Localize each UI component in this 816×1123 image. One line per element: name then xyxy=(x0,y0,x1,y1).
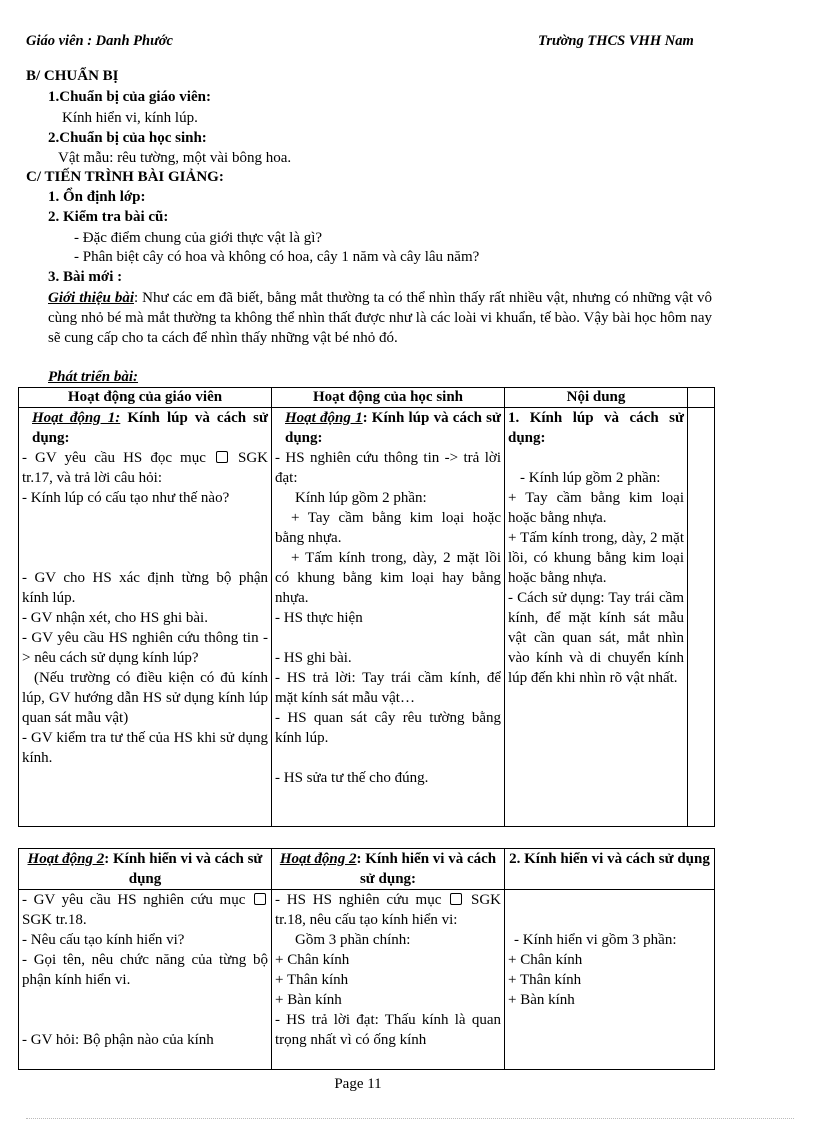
teacher-step-3: - GV cho HS xác định từng bộ phận kính lúp. xyxy=(22,570,268,606)
student-step-2: Kính lúp gồm 2 phần: xyxy=(295,490,427,506)
student2-step-5: + Bàn kính xyxy=(275,992,342,1008)
development-label: Phát triển bài: xyxy=(48,369,139,385)
content-cell xyxy=(505,408,688,827)
content-item-2: + Tay cầm bằng kim loại hoặc bằng nhựa. xyxy=(508,490,684,526)
intro-text: : Như các em đã biết, bằng mắt thường ta có thể nhìn thấy rất nhiều vật, nhưng có những vật vô cùng nhỏ bé mà mắt thường ta không thể nhìn thất được như là các loài vi khuẩn, tế bào. Vậy bài học hôm nay sẽ cung cấp cho ta cách để nhìn thấy những vật bé nhỏ đó. xyxy=(48,290,712,346)
student2-step-2: Gồm 3 phần chính: xyxy=(295,932,411,948)
teacher-prep: Kính hiển vi, kính lúp. xyxy=(62,110,198,126)
student-step-9: - HS sửa tư thế cho đúng. xyxy=(275,770,429,786)
content2-item-4: + Bàn kính xyxy=(508,992,575,1008)
page-number: Page 11 xyxy=(334,1076,382,1092)
header-school: Trường THCS VHH Nam xyxy=(538,33,694,49)
teacher2-step-3: - Gọi tên, nêu chức năng của từng bộ phận kính hiển vi. xyxy=(22,952,268,988)
student-prep-title: 2.Chuẩn bị của học sinh: xyxy=(48,130,207,146)
step-3: 3. Bài mới : xyxy=(48,269,123,285)
teacher-step-5: - GV yêu cầu HS nghiên cứu thông tin -> nêu cách sử dụng kính lúp? xyxy=(22,630,268,666)
teacher-step-4: - GV nhận xét, cho HS ghi bài. xyxy=(22,610,208,626)
book-symbol-icon xyxy=(254,893,266,905)
activity-table-1 xyxy=(18,387,715,827)
teacher-activity-2-cell xyxy=(19,890,272,1070)
teacher-step-2: - Kính lúp có cấu tạo như thế nào? xyxy=(22,490,230,506)
student2-step-1: - HS HS nghiên cứu mục SGK tr.18, nêu cấu tạo kính hiển vi: xyxy=(275,892,501,928)
student-activity-title: Hoạt động 1: Kính lúp và cách sử dụng: xyxy=(285,410,501,446)
content2-item-3: + Thân kính xyxy=(508,972,582,988)
student-activity-cell xyxy=(272,408,505,827)
teacher-activity-title: Hoạt động 1: Kính lúp và cách sử dụng: xyxy=(32,410,268,446)
teacher-step-6: (Nếu trường có điều kiện có đủ kính lúp, GV hướng dẫn HS sử dụng kính lúp quan sát mẫu vật) xyxy=(22,670,268,726)
col-header-blank xyxy=(688,388,715,408)
question-1: - Đặc điểm chung của giới thực vật là gì? xyxy=(74,230,323,246)
col-header-student: Hoạt động của học sinh xyxy=(272,388,505,408)
teacher-activity-cell xyxy=(19,408,272,827)
teacher2-step-1: - GV yêu cầu HS nghiên cứu mục SGK tr.18. xyxy=(22,890,268,930)
intro-label: Giới thiệu bài xyxy=(48,290,135,306)
header-teacher: Giáo viên : Danh Phước xyxy=(26,33,173,49)
content-title: 1. Kính lúp và cách sử dụng: xyxy=(508,410,684,446)
student-step-1: - HS nghiên cứu thông tin -> trả lời đạt: xyxy=(275,450,501,486)
student-step-5: - HS thực hiện xyxy=(275,610,363,626)
content-2-title: 2. Kính hiển vi và cách sử dụng xyxy=(505,849,715,890)
blank-cell xyxy=(688,408,715,827)
teacher2-step-2: - Nêu cấu tạo kính hiển vi? xyxy=(22,932,185,948)
col-header-teacher: Hoạt động của giáo viên xyxy=(19,388,272,408)
step-2: 2. Kiểm tra bài cũ: xyxy=(48,209,169,225)
student-step-4: + Tấm kính trong, dày, 2 mặt lồi có khung bằng kim loại hay bằng nhựa. xyxy=(275,550,501,606)
student-activity-2-title: Hoạt động 2: Kính hiển vi và cách sử dụng: xyxy=(272,849,505,890)
student2-step-3: + Chân kính xyxy=(275,952,350,968)
student-activity-2-cell xyxy=(272,890,505,1070)
intro-paragraph xyxy=(48,288,712,348)
student2-step-4: + Thân kính xyxy=(275,972,349,988)
content-item-1: - Kính lúp gồm 2 phần: xyxy=(520,470,661,486)
book-symbol-icon xyxy=(216,451,228,463)
teacher-activity-2-title: Hoạt động 2: Kính hiển vi và cách sử dụng xyxy=(19,849,272,890)
teacher-step-7: - GV kiểm tra tư thế của HS khi sử dụng kính. xyxy=(22,730,268,766)
section-c-title: C/ TIẾN TRÌNH BÀI GIẢNG: xyxy=(26,169,224,185)
student-step-6: - HS ghi bài. xyxy=(275,650,352,666)
question-2: - Phân biệt cây có hoa và không có hoa, cây 1 năm và cây lâu năm? xyxy=(74,249,480,265)
student-prep: Vật mẫu: rêu tường, một vài bông hoa. xyxy=(58,150,292,166)
teacher-step-1: - GV yêu cầu HS đọc mục SGK tr.17, và trả lời câu hỏi: xyxy=(22,450,269,486)
content-2-cell xyxy=(505,890,715,1070)
teacher-prep-title: 1.Chuẩn bị của giáo viên: xyxy=(48,89,211,105)
section-b-title: B/ CHUẨN BỊ xyxy=(26,68,119,84)
student-step-3: + Tay cầm bằng kim loại hoặc bằng nhựa. xyxy=(275,510,501,546)
col-header-content: Nội dung xyxy=(505,388,688,408)
student2-step-6: - HS trả lời đạt: Thấu kính là quan trọng nhất vì có ống kính xyxy=(275,1012,501,1048)
content2-item-1: - Kính hiển vi gồm 3 phần: xyxy=(514,932,677,948)
book-symbol-icon xyxy=(450,893,462,905)
activity-table-2 xyxy=(18,848,715,1070)
teacher2-step-4: - GV hỏi: Bộ phận nào của kính xyxy=(22,1032,214,1048)
content-item-4: - Cách sử dụng: Tay trái cầm kính, để mặt kính sát mẫu vật cần quan sát, mắt nhìn vào kính và di chuyển kính lúp đến khi nhìn rõ vật nhất. xyxy=(508,590,684,686)
student-step-8: - HS quan sát cây rêu tường bằng kính lúp. xyxy=(275,710,501,746)
content-item-3: + Tấm kính trong, dày, 2 mặt lồi, có khung bằng kim loại hoặc bằng nhựa. xyxy=(508,530,684,586)
step-1: 1. Ổn định lớp: xyxy=(48,189,146,205)
content2-item-2: + Chân kính xyxy=(508,952,583,968)
footer-rule xyxy=(26,1118,794,1119)
student-step-7: - HS trả lời: Tay trái cầm kính, để mặt kính sát mẫu vật… xyxy=(275,670,501,706)
